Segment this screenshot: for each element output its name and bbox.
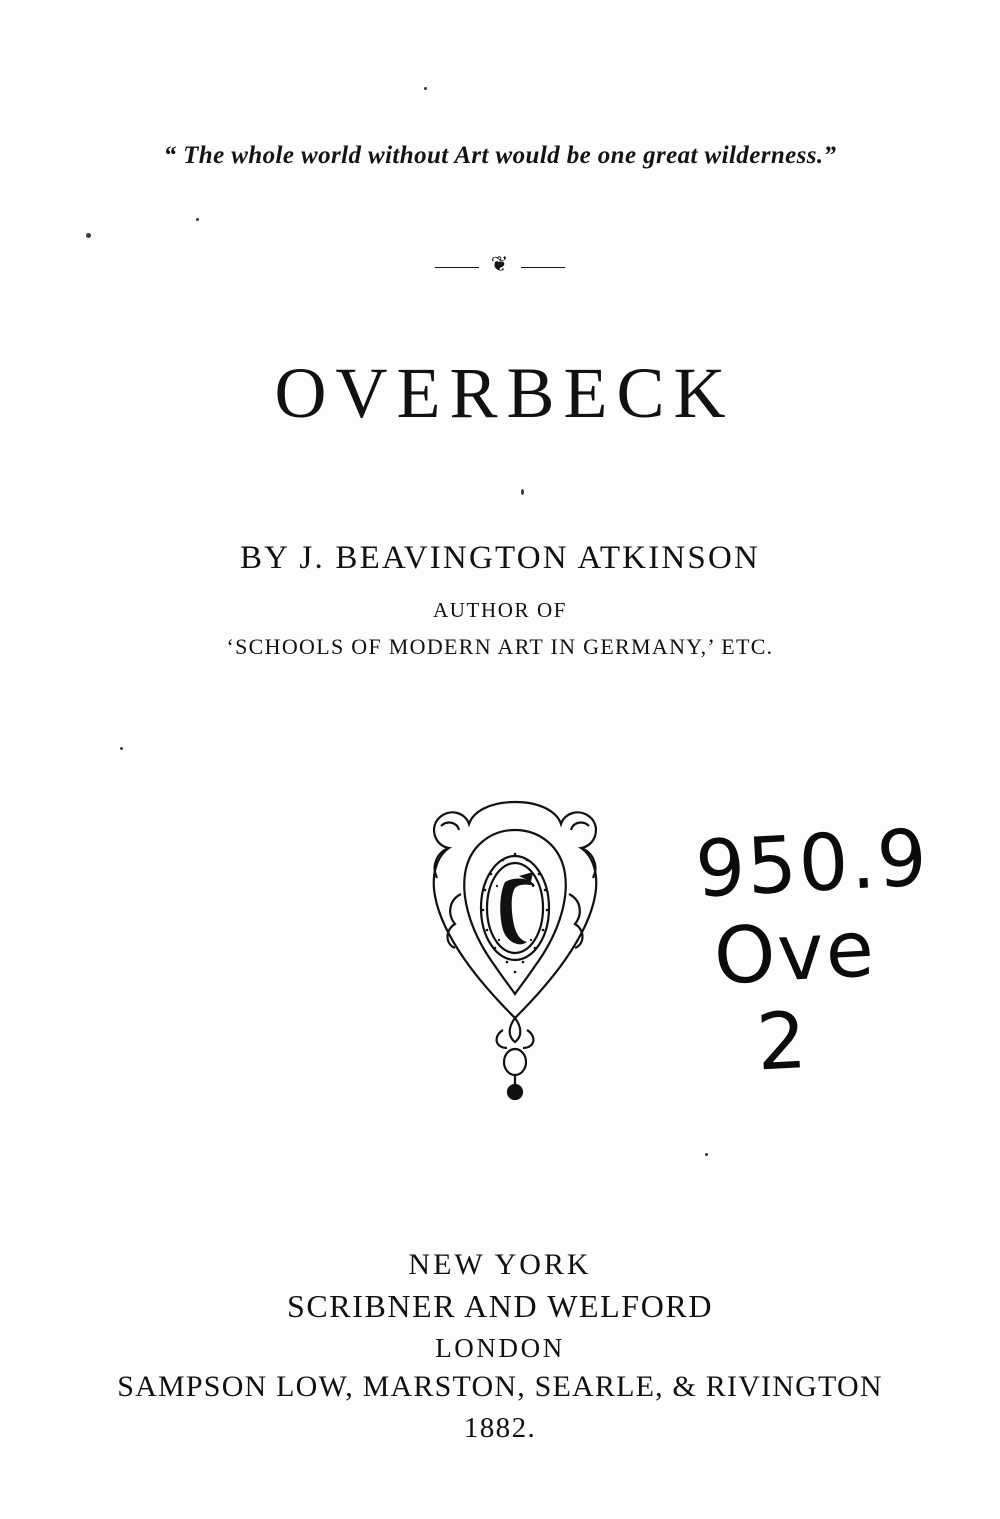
imprint-publisher-secondary: SAMPSON LOW, MARSTON, SEARLE, & RIVINGTON	[117, 1370, 883, 1403]
fleuron-icon: ❦	[490, 252, 510, 276]
ink-speck	[196, 218, 199, 221]
call-number-line-2: Ove	[711, 904, 878, 1003]
call-number-line-3: 2	[754, 995, 811, 1089]
ink-speck	[424, 87, 427, 90]
imprint-publisher-primary: SCRIBNER AND WELFORD	[286, 1288, 714, 1324]
handwritten-call-number	[693, 810, 1000, 1090]
author-line: BY J. BEAVINGTON ATKINSON	[239, 540, 761, 576]
ink-speck	[521, 489, 524, 495]
imprint-city-secondary: LONDON	[435, 1333, 565, 1363]
epigraph-quote: “ The whole world without Art would be one great wilderness.”	[163, 142, 837, 169]
ornamental-divider	[0, 252, 1000, 282]
divider-rule	[435, 252, 565, 278]
page-title: OVERBECK	[274, 353, 735, 433]
imprint-block	[0, 1248, 1000, 1445]
ink-speck	[120, 747, 123, 750]
ink-speck	[86, 233, 91, 238]
imprint-city-primary: NEW YORK	[408, 1248, 592, 1281]
ink-speck	[705, 1153, 708, 1156]
author-of-label: AUTHOR OF	[433, 598, 567, 622]
imprint-year: 1882.	[463, 1412, 537, 1444]
publisher-device-icon	[415, 790, 615, 1110]
author-other-works: ‘SCHOOLS OF MODERN ART IN GERMANY,’ ETC.	[226, 634, 774, 659]
call-number-line-1: 950.9	[693, 813, 931, 916]
